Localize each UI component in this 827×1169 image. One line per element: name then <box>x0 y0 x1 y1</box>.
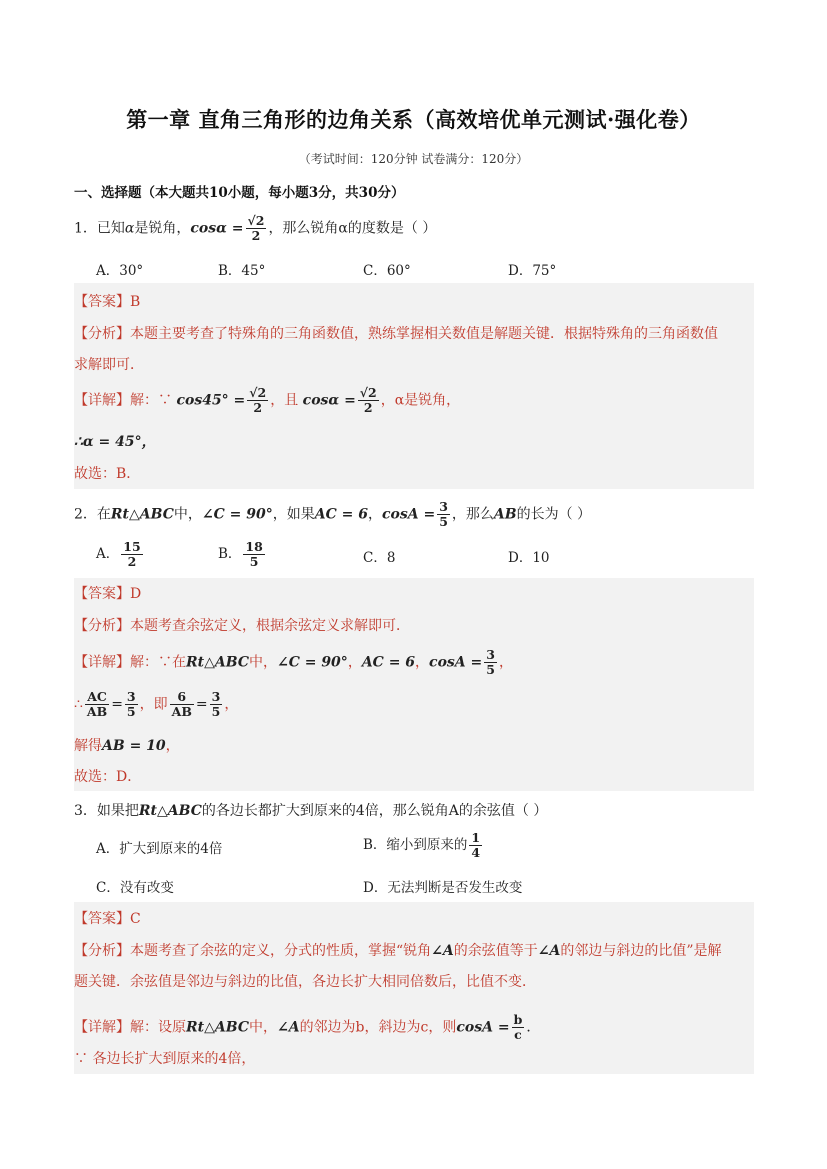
question-2: 2．在Rt△ABC中，∠C = 90°，如果AC = 6，cosA = $\frac{3}{5}$ ，那么AB的长为（ ） <box>74 499 592 529</box>
q2-answer: 【答案】D <box>74 586 142 602</box>
q2-detail-4: 故选：D． <box>74 769 142 785</box>
q3-option-d[interactable]: D．无法判断是否发生改变 <box>363 880 523 896</box>
q2-analysis: 【分析】本题考查余弦定义，根据余弦定义求解即可． <box>74 618 410 634</box>
exam-info: （考试时间：120分钟 试卷满分：120分） <box>298 152 529 166</box>
q3-analysis-cont: 题关键．余弦值是邻边与斜边的比值，各边长扩大相同倍数后，比值不变． <box>74 974 536 990</box>
q1-answer: 【答案】B <box>74 294 141 310</box>
q3-option-a[interactable]: A．扩大到原来的4倍 <box>96 841 223 857</box>
page-title: 第一章 直角三角形的边角关系（高效培优单元测试·强化卷） <box>126 107 701 132</box>
q3-detail-2: ∵ 各边长扩大到原来的4倍， <box>74 1051 256 1067</box>
q1-suffix: ，那么锐角α的度数是（ ） <box>268 220 437 237</box>
section-heading: 一、选择题（本大题共10小题，每小题3分，共30分） <box>74 185 405 201</box>
q1-option-d[interactable]: D．75° <box>508 263 557 279</box>
q2-option-d[interactable]: D．10 <box>508 550 550 566</box>
q3-detail: 【详解】解：设原Rt△ABC中，∠A的邻边为b，斜边为c，则cosA = $\frac{b}{c}$ ． <box>74 1012 541 1042</box>
q2-solution-box <box>74 578 754 791</box>
q3-answer: 【答案】C <box>74 911 141 927</box>
q1-analysis-cont: 求解即可． <box>74 357 144 373</box>
q1-analysis: 【分析】本题主要考查了特殊角的三角函数值，熟练掌握相关数值是解题关键．根据特殊角的三角函数值 <box>74 326 718 342</box>
q1-detail-3: 故选：B． <box>74 466 141 482</box>
q2-option-a[interactable]: A． $\frac{15}{2}$ <box>96 539 141 569</box>
q1-text: 1．已知 <box>74 220 125 237</box>
q3-analysis: 【分析】本题考查了余弦的定义，分式的性质，掌握“锐角∠A的余弦值等于∠A的邻边与斜边的比值”是解 <box>74 943 722 959</box>
q1-text2: 是锐角， <box>134 220 191 237</box>
q1-option-b[interactable]: B．45° <box>218 263 266 279</box>
question-3: 3．如果把Rt△ABC的各边长都扩大到原来的4倍，那么锐角A的余弦值（ ） <box>74 803 548 819</box>
q2-detail-3: 解得AB = 10， <box>74 738 180 754</box>
q2-option-c[interactable]: C．8 <box>363 550 396 566</box>
q1-detail-2: ∴α = 45°， <box>74 434 156 450</box>
q1-alpha: α <box>124 220 135 237</box>
question-1 <box>74 214 436 243</box>
q2-detail-2: ∴ $\frac{AC}{AB}$ = $\frac{3}{5}$ ，即 $\frac{6}{AB}$ = $\frac{3}{5}$ ， <box>74 689 239 719</box>
q1-expr: cosα = <box>190 220 244 237</box>
q1-fraction: $\frac{√2}{2}$ <box>247 213 265 243</box>
q3-option-c[interactable]: C．没有改变 <box>96 880 174 896</box>
q2-detail: 【详解】解：∵在Rt△ABC中，∠C = 90°，AC = 6，cosA = $\frac{3}{5}$ ， <box>74 647 513 677</box>
q2-option-b[interactable]: B． $\frac{18}{5}$ <box>218 539 263 569</box>
q1-option-a[interactable]: A．30° <box>96 263 144 279</box>
q3-option-b[interactable]: B．缩小到原来的 $\frac{1}{4}$ <box>363 830 481 860</box>
q1-detail: 【详解】解：∵ cos45° = $\frac{√2}{2}$ ，且 cosα = $\frac{√2}{2}$ ，α是锐角， <box>74 385 461 415</box>
q1-option-c[interactable]: C．60° <box>363 263 411 279</box>
